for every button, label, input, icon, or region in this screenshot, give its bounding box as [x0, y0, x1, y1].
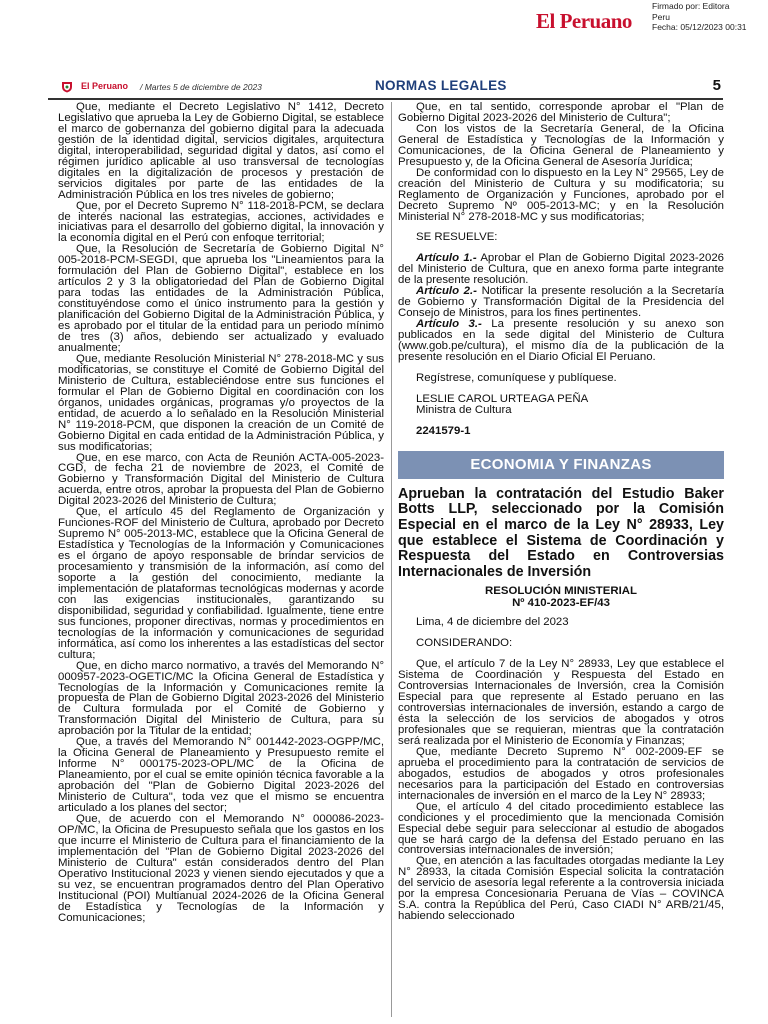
norm-title: Aprueban la contratación del Estudio Baker Botts LLP, seleccionado por la Comisión Especial en el marco de la Ley N° 28933, Ley que establece el Sistema de Coordinación y Respuesta del Estado en Controversias Internacionales de Inversión	[398, 485, 724, 580]
article-label: Artículo 1.-	[416, 252, 477, 265]
running-header	[48, 77, 723, 97]
paragraph: Que, el artículo 4 del citado procedimiento establece las condiciones y el procedimiento que la mencionada Comisión Especial debe seguir para seleccionar al estudio de abogados que se hará cargo de la defensa del Estado peruano en las controversias internacionales de inversión;	[398, 800, 724, 857]
digital-signature-block	[0, 0, 768, 40]
paragraph: Que, mediante el Decreto Legislativo N° 1412, Decreto Legislativo que aprueba la Ley de Gobierno Digital, se establece el marco de gobernanza del gobierno digital para la adecuada gestión de la identidad digital, servicios digitales, arquitectura digital, interoperabilidad, seguridad digital y datos, así como el régimen jurídico aplicable al uso transversal de tecnologías digitales en la digitalización de procesos y prestación de servicios digitales por parte de las entidades de la Administración Pública en los tres niveles de gobierno;	[58, 102, 384, 201]
article-1	[398, 253, 724, 286]
resolution-number: Nº 410-2023-EF/43	[512, 596, 610, 609]
right-column	[398, 102, 724, 1017]
paragraph: Que, por el Decreto Supremo N° 118-2018-PCM, se declara de interés nacional las estrategias, acciones, actividades e iniciativas para el desarrollo del gobierno digital, la innovación y la economía digital en el Perú con enfoque territorial;	[58, 199, 384, 245]
paragraph: Que, en ese marco, con Acta de Reunión ACTA-005-2023-CGD, de fecha 21 de noviembre de 2023, el Comité de Gobierno y Transformación Digital del Ministerio de Cultura acuerda, entre otros, aprobar la propuesta del Plan de Gobierno Digital 2023-2026 del Ministerio de Cultura;	[58, 451, 384, 508]
article-label: Artículo 3.-	[416, 318, 482, 331]
paragraph: Con los vistos de la Secretaría General, de la Oficina General de Estadística y Tecnologías de la Información y Comunicaciones, de la Oficina General de Planeamiento y Presupuesto y, de la Oficina General de Asesoría Jurídica;	[398, 122, 724, 168]
paragraph: Que, en dicho marco normativo, a través del Memorando N° 000957-2023-OGETIC/MC la Oficina General de Estadística y Tecnologías de la Información y Comunicaciones remite la propuesta de Plan de Gobierno Digital 2023-2026 del Ministerio de Cultura formulada por el Comité de Gobierno y Transformación Digital del Ministerio de Cultura, para su aprobación por la Titular de la entidad;	[58, 659, 384, 738]
paragraph: Que, en tal sentido, corresponde aprobar el "Plan de Gobierno Digital 2023-2026 del Ministerio de Cultura";	[398, 102, 724, 124]
paragraph: De conformidad con lo dispuesto en la Ley N° 29565, Ley de creación del Ministerio de Cultura y su modificatoria; su Reglamento de Organización y Funciones, aprobado por el Decreto Supremo Nº 005-2013-MC; y en la Resolución Ministerial N° 278-2018-MC y sus modificatorias;	[398, 166, 724, 223]
paragraph: Que, a través del Memorando N° 001442-2023-OGPP/MC, la Oficina General de Planeamiento y Presupuesto remite el Informe N° 000175-2023-OPL/MC de la Oficina de Planeamiento, por el cual se emite opinión técnica favorable a la aprobación del "Plan de Gobierno Digital 2023-2026 del Ministerio de Cultura", toda vez que el mismo se encuentra articulado a los planes del sector;	[58, 736, 384, 814]
signer-name: LESLIE CAROL URTEAGA PEÑA	[416, 392, 589, 405]
signature-text	[652, 1, 747, 33]
considerando-heading: CONSIDERANDO:	[416, 637, 513, 650]
article-2	[398, 286, 724, 319]
left-column	[58, 102, 384, 1017]
paragraph: Que, la Resolución de Secretaría de Gobierno Digital N° 005-2018-PCM-SEGDI, que aprueba los "Lineamientos para la formulación del Plan de Gobierno Digital", establece en los artículos 2 y 3 la obligatoriedad del Plan de Gobierno Digital para todas las entidades de la Administración Pública, constituyéndose como el único instrumento para la gestión y planificación del Gobierno Digital de la Administración Pública, y es aprobado por el titular de la entidad para un periodo mínimo de tres (3) años, debiendo ser actualizado y evaluado anualmente;	[58, 243, 384, 354]
place-date: Lima, 4 de diciembre del 2023	[416, 616, 569, 629]
section-banner: ECONOMIA Y FINANZAS	[398, 451, 724, 479]
header-rule	[48, 98, 723, 100]
column-divider	[391, 102, 392, 1017]
paragraph: Que, mediante Decreto Supremo N° 002-2009-EF se aprueba el procedimiento para la contratación de servicios de abogados, estudios de abogados y otros profesionales necesarios para la participación del Estado en controversias internacionales de inversión en el marco de la Ley N° 28933;	[398, 745, 724, 802]
article-label: Artículo 2.-	[416, 285, 477, 298]
paragraph: Que, el artículo 45 del Reglamento de Organización y Funciones-ROF del Ministerio de Cultura, aprobado por Decreto Supremo N° 005-2013-MC, establece que la Oficina General de Estadística y Tecnologías de la Información y Comunicaciones es el órgano de apoyo responsable de brindar servicios de procesamiento y transmisión de la información, así como del soporte a la gestión del conocimiento, mediante la implementación de plataformas tecnológicas modernas y acorde con las exigencias institucionales, garantizando su disponibilidad, seguridad y confiabilidad. Igualmente, tiene entre sus funciones, proponer directivas, normas y procedimientos en tecnologías de la información y comunicaciones de seguridad informática, así como los inherentes a las estadísticas del sector cultura;	[58, 506, 384, 661]
signer-title: Ministra de Cultura	[416, 403, 512, 416]
resolution-label: RESOLUCIÓN MINISTERIAL	[485, 585, 637, 598]
signature-line: Peru	[652, 11, 670, 22]
article-text: Notificar la presente resolución a la Secretaría de Gobierno y Transformación Digital de la Presidencia del Consejo de Ministros, para los fines pertinentes.	[398, 285, 724, 320]
header-brand: El Peruano	[81, 81, 129, 91]
paragraph: Que, de acuerdo con el Memorando N° 000086-2023-OP/MC, la Oficina de Presupuesto señala que los gastos en los que incurre el Ministerio de Cultura para el financiamiento de la implementación del "Plan de Gobierno Digital 2023-2026 del Ministerio de Cultura" están considerados dentro del Plan Operativo Institucional 2023 y vienen siendo ejecutados y que a su vez, se encuentran programados dentro del Plan Operativo Institucional (POI) Multianual 2024-2026 de la Oficina General de Estadística y Tecnologías de la Información y Comunicaciones;	[58, 812, 384, 924]
article-text: La presente resolución y su anexo son publicados en la sede digital del Ministerio de Cultura (www.gob.pe/cultura), el mismo día de la publicación de la presente resolución en el Diario Oficial El Peruano.	[398, 318, 724, 364]
signature-line: Firmado por: Editora	[652, 1, 730, 11]
article-3	[398, 319, 724, 363]
paragraph: Que, el artículo 7 de la Ley N° 28933, Ley que establece el Sistema de Coordinación y Respuesta del Estado en Controversias Internacionales de Inversión, crea la Comisión Especial para que represente al Estado peruano en las controversias internacionales de inversión, estando a cargo de ésta la selección de los servicios de abogados y otros profesionales que se requieran, mientras que la contratación será realizada por el Ministerio de Economía y Finanzas;	[398, 658, 724, 747]
publication-code: 2241579-1	[416, 424, 471, 437]
article-text: Aprobar el Plan de Gobierno Digital 2023-2026 del Ministerio de Cultura, que en anexo forma parte integrante de la presente resolución.	[398, 252, 724, 287]
national-shield-icon	[61, 81, 73, 93]
el-peruano-logo: El Peruano	[536, 9, 632, 33]
resolution-heading	[398, 586, 724, 609]
paragraph: Que, mediante Resolución Ministerial N° 278-2018-MC y sus modificatorias, se constituye el Comité de Gobierno Digital del Ministerio de Cultura, estableciéndose entre sus funciones el formular el Plan de Gobierno Digital en coordinación con los órganos, unidades orgánicas, programas y/o proyectos de la entidad, de acuerdo a lo señalado en la Resolución Ministerial N° 119-2018-PCM, que disponen la creación de un Comité de Gobierno Digital en cada entidad de la Administración Pública, y sus modificatorias;	[58, 352, 384, 453]
paragraph: Que, en atención a las facultades otorgadas mediante la Ley N° 28933, la citada Comisión Especial solicita la contratación del servicio de asesoría legal referente a la controversia iniciada por la empresa Concesionaria Peruana de Vías – COVINCA S.A. contra la República del Perú, Caso CIADI N° ARB/21/45, habiendo seleccionado	[398, 855, 724, 923]
header-date: / Martes 5 de diciembre de 2023	[140, 82, 262, 92]
resolves-heading: SE RESUELVE:	[416, 231, 498, 244]
signature-line: Fecha: 05/12/2023 00:31	[652, 22, 747, 32]
closing-formula: Regístrese, comuníquese y publíquese.	[416, 371, 617, 384]
page-number: 5	[712, 77, 721, 94]
header-section-title: NORMAS LEGALES	[375, 78, 507, 93]
